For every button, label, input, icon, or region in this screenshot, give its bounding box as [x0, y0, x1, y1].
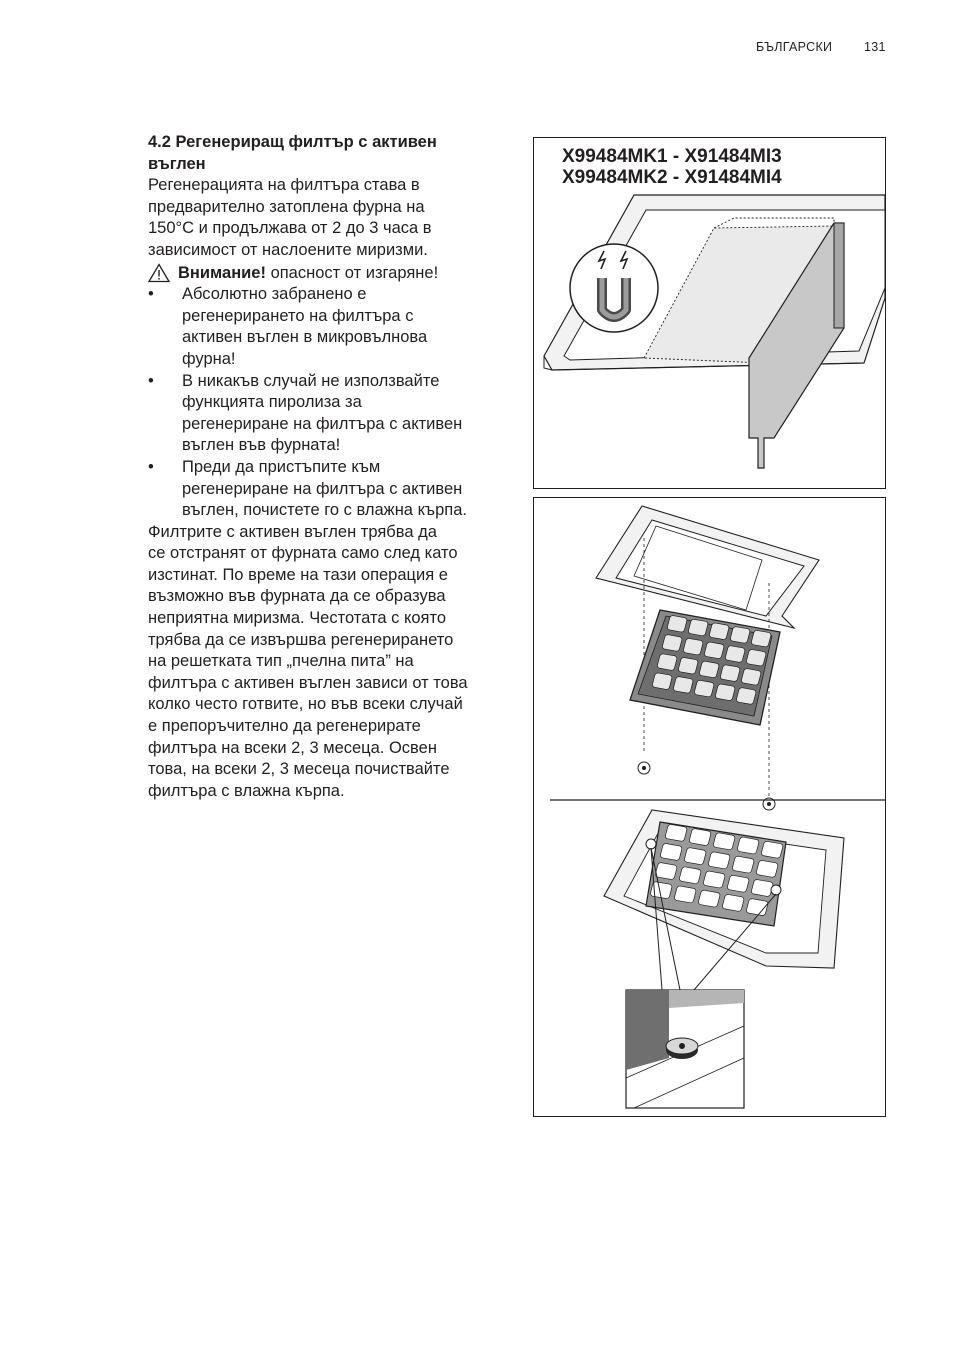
filter-cell: [730, 626, 751, 643]
microwave-prohibited-icon: [570, 244, 658, 332]
filter-cell: [715, 684, 736, 701]
filter-cell: [736, 687, 757, 704]
model-numbers: [562, 146, 782, 188]
warning-bullet-list: [148, 284, 508, 522]
filter-cell: [660, 843, 683, 861]
body-line: възможно във фурната да се образува: [148, 587, 446, 606]
filter-cell: [678, 657, 699, 674]
body-line: е препоръчително да регенерирате: [148, 717, 421, 736]
list-item: [148, 371, 508, 457]
intro-line: 150°C и продължава от 2 до 3 часа в: [148, 219, 432, 238]
filter-removal-figure: [533, 497, 886, 1117]
filter-cell: [652, 673, 673, 690]
filter-cell: [667, 615, 688, 632]
filter-cell: [756, 860, 779, 878]
filter-cell: [751, 879, 774, 897]
filter-cell: [737, 837, 760, 855]
filter-cell: [699, 661, 720, 678]
body-line: трябва да се извършва регенерирането: [148, 630, 454, 649]
filter-cell: [746, 649, 767, 666]
bullet-line: въглен във фурната!: [182, 436, 341, 455]
bullet-line: фурна!: [182, 349, 236, 368]
bullet-line: въглен, почистете го с влажна кърпа.: [182, 501, 467, 520]
bullet-dot: •: [148, 285, 154, 304]
bullet-line: В никакъв случай не използвайте: [182, 371, 440, 390]
filter-cell: [761, 841, 784, 859]
filter-cell: [688, 619, 709, 636]
filter-cell: [657, 653, 678, 670]
filter-cell: [751, 630, 772, 647]
filter-cell: [703, 871, 726, 889]
filter-cell: [725, 645, 746, 662]
bullet-dot: •: [148, 457, 154, 476]
intro-line: зависимост от наслоените миризми.: [148, 240, 428, 259]
screw-icon: [638, 762, 650, 774]
list-item: [148, 284, 508, 370]
filter-cell: [673, 676, 694, 693]
filter-cell: [694, 680, 715, 697]
warning-text: опасност от изгаряне!: [265, 263, 439, 282]
filter-cell: [708, 852, 731, 870]
filter-cell: [741, 668, 762, 685]
header-language: БЪЛГАРСКИ: [756, 40, 833, 54]
filter-cell: [709, 623, 730, 640]
model-line1: X99484MK1 - X91484MI3: [562, 146, 782, 167]
bullet-line: Преди да пристъпите към: [182, 457, 381, 476]
filter-cell: [655, 862, 678, 880]
text-column: [148, 132, 508, 802]
body-line: филтъра с активен въглен зависи от това: [148, 673, 468, 692]
filter-cell: [684, 847, 707, 865]
body-line: се отстранят от фурната само след като: [148, 544, 458, 563]
filter-cell: [720, 664, 741, 681]
list-item: [148, 457, 508, 522]
bullet-dot: •: [148, 371, 154, 390]
warning-label: Внимание!: [178, 263, 266, 282]
filter-insertion-figure: [533, 137, 886, 489]
screw-icon: [666, 1038, 698, 1059]
filter-cell: [674, 886, 697, 904]
filter-cell: [689, 828, 712, 846]
bullet-line: функцията пиролиза за: [182, 393, 362, 412]
page-number: 131: [864, 40, 886, 54]
body-line: изстинат. По време на тази операция е: [148, 565, 448, 584]
model-line2: X99484MK2 - X91484MI4: [562, 167, 782, 188]
body-line: Филтрите с активен въглен трябва да: [148, 522, 437, 541]
body-line: филтъра на всеки 2, 3 месеца. Освен: [148, 738, 437, 757]
filter-cell: [732, 856, 755, 874]
filter-insertion-illustration: [534, 138, 885, 488]
warning-triangle-icon: [148, 263, 170, 283]
body-line: колко често готвите, но във всеки случай: [148, 695, 463, 714]
section-title-line2: въглен: [148, 154, 206, 173]
filter-cell: [704, 642, 725, 659]
filter-cell: [727, 875, 750, 893]
filter-cell: [713, 832, 736, 850]
warning-line: [148, 263, 508, 285]
intro-line: Регенерацията на филтъра става в: [148, 176, 420, 195]
body-line: филтъра с влажна кърпа.: [148, 781, 345, 800]
body-line: неприятна миризма. Честотата с която: [148, 609, 447, 628]
bullet-line: Абсолютно забранено е: [182, 285, 367, 304]
bullet-line: регенериране на филтъра с активен: [182, 414, 463, 433]
filter-cell: [665, 824, 688, 842]
bullet-line: активен въглен в микровълнова: [182, 328, 428, 347]
bullet-line: регенерирането на филтъра с: [182, 306, 414, 325]
filter-cell: [722, 894, 745, 912]
filter-cell: [698, 890, 721, 908]
filter-removal-illustration: [534, 498, 885, 1116]
body-line: това, на всеки 2, 3 месеца почиствайте: [148, 760, 450, 779]
section-title-line1: 4.2 Регенериращ филтър с активен: [148, 133, 437, 151]
filter-cell: [679, 866, 702, 884]
filter-cell: [662, 634, 683, 651]
filter-cell: [683, 638, 704, 655]
body-line: на решетката тип „пчелна пита” на: [148, 652, 414, 671]
bullet-line: регенериране на филтъра с активен: [182, 479, 463, 498]
intro-line: предварително затоплена фурна на: [148, 197, 425, 216]
